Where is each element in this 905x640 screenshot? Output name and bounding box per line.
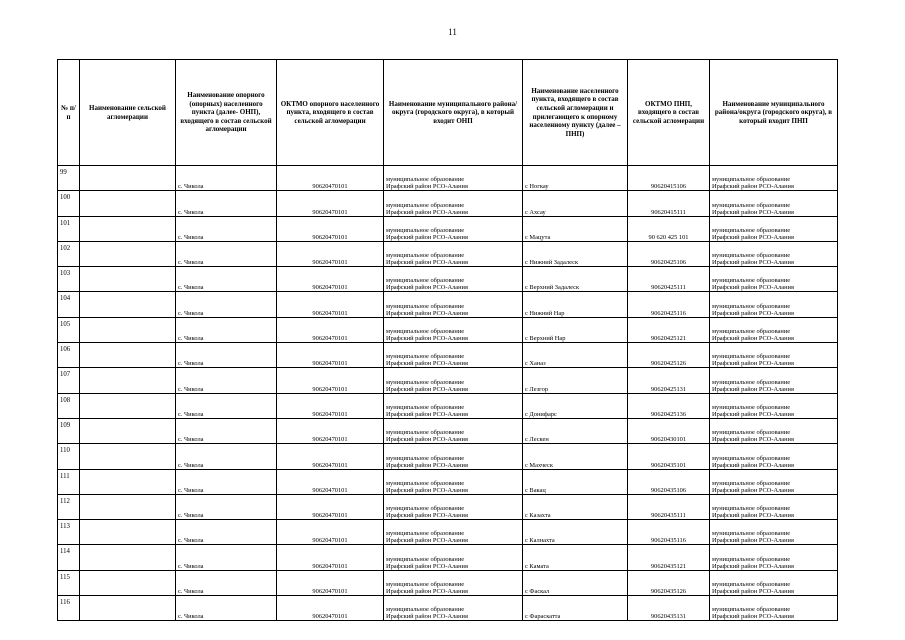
pnp-district bbox=[710, 267, 838, 292]
pnp-name: с Нижний Нар bbox=[523, 292, 628, 317]
pnp-name: с Камата bbox=[523, 545, 628, 570]
onp-name: с. Чикола bbox=[176, 596, 277, 621]
pnp-district bbox=[710, 520, 838, 545]
district-line-2: Ирафский район РСО-Алания bbox=[712, 385, 794, 393]
district-line-1: муниципальное образование bbox=[386, 252, 465, 260]
district-line-2: Ирафский район РСО-Алания bbox=[386, 309, 468, 317]
pnp-name: с Фаскал bbox=[523, 570, 628, 595]
onp-district bbox=[384, 267, 523, 292]
district-line-1: муниципальное образование bbox=[386, 555, 465, 563]
district-line-1: муниципальное образование bbox=[712, 505, 791, 513]
onp-name: с. Чикола bbox=[176, 317, 277, 342]
district-line-2: Ирафский район РСО-Алания bbox=[386, 208, 468, 216]
table-row bbox=[58, 520, 838, 545]
onp-oktmo: 90620470101 bbox=[277, 596, 384, 621]
district-line-1: муниципальное образование bbox=[712, 429, 791, 437]
row-number: 109 bbox=[58, 418, 80, 443]
header-onp-oktmo: ОКТМО опорного населенного пункта, входящего в состав сельской агломерации bbox=[277, 60, 384, 166]
district-line-1: муниципальное образование bbox=[386, 277, 465, 285]
onp-oktmo: 90620470101 bbox=[277, 469, 384, 494]
pnp-district bbox=[710, 444, 838, 469]
onp-district bbox=[384, 343, 523, 368]
onp-district bbox=[384, 596, 523, 621]
pnp-oktmo: 90620425111 bbox=[628, 267, 710, 292]
onp-name: с. Чикола bbox=[176, 469, 277, 494]
district-line-2: Ирафский район РСО-Алания bbox=[386, 588, 468, 596]
district-line-1: муниципальное образование bbox=[712, 479, 791, 487]
onp-district bbox=[384, 545, 523, 570]
pnp-oktmo: 90620425136 bbox=[628, 393, 710, 418]
pnp-district bbox=[710, 216, 838, 241]
pnp-name: с Верхний Нар bbox=[523, 317, 628, 342]
pnp-district bbox=[710, 368, 838, 393]
pnp-oktmo: 90620435126 bbox=[628, 570, 710, 595]
row-number: 99 bbox=[58, 166, 80, 191]
row-number: 105 bbox=[58, 317, 80, 342]
pnp-name: с Ханаз bbox=[523, 343, 628, 368]
pnp-district bbox=[710, 241, 838, 266]
header-row-number: № п/п bbox=[58, 60, 80, 166]
district-line-2: Ирафский район РСО-Алания bbox=[712, 335, 794, 343]
table-row bbox=[58, 216, 838, 241]
district-line-2: Ирафский район РСО-Алания bbox=[712, 562, 794, 570]
district-line-2: Ирафский район РСО-Алания bbox=[712, 486, 794, 494]
pnp-name: с Вакац bbox=[523, 469, 628, 494]
district-line-1: муниципальное образование bbox=[386, 479, 465, 487]
district-line-2: Ирафский район РСО-Алания bbox=[712, 233, 794, 241]
district-line-2: Ирафский район РСО-Алания bbox=[386, 486, 468, 494]
district-line-2: Ирафский район РСО-Алания bbox=[712, 436, 794, 444]
header-onp-district: Наименование муниципального района/округа (городского округа), в который входит ОНП bbox=[384, 60, 523, 166]
onp-name: с. Чикола bbox=[176, 520, 277, 545]
header-pnp-oktmo: ОКТМО ПНП, входящего в состав сельской агломерации bbox=[628, 60, 710, 166]
district-line-2: Ирафский район РСО-Алания bbox=[712, 309, 794, 317]
row-number: 110 bbox=[58, 444, 80, 469]
district-line-1: муниципальное образование bbox=[712, 252, 791, 260]
district-line-1: муниципальное образование bbox=[386, 530, 465, 538]
district-line-1: муниципальное образование bbox=[386, 403, 465, 411]
district-line-1: муниципальное образование bbox=[386, 378, 465, 386]
onp-name: с. Чикола bbox=[176, 494, 277, 519]
onp-oktmo: 90620470101 bbox=[277, 292, 384, 317]
district-line-2: Ирафский район РСО-Алания bbox=[712, 284, 794, 292]
district-line-1: муниципальное образование bbox=[712, 606, 791, 614]
row-number: 106 bbox=[58, 343, 80, 368]
district-line-1: муниципальное образование bbox=[712, 454, 791, 462]
district-line-1: муниципальное образование bbox=[386, 606, 465, 614]
header-pnp-district: Наименование муниципального района/округа (городского округа), в который входит ПНП bbox=[710, 60, 838, 166]
onp-name: с. Чикола bbox=[176, 418, 277, 443]
pnp-oktmo: 90620415111 bbox=[628, 191, 710, 216]
onp-oktmo: 90620470101 bbox=[277, 418, 384, 443]
row-number: 104 bbox=[58, 292, 80, 317]
district-line-1: муниципальное образование bbox=[712, 555, 791, 563]
onp-name: с. Чикола bbox=[176, 267, 277, 292]
district-line-2: Ирафский район РСО-Алания bbox=[386, 461, 468, 469]
row-number: 111 bbox=[58, 469, 80, 494]
pnp-oktmo: 90 620 425 101 bbox=[628, 216, 710, 241]
header-pnp-name: Наименование населенного пункта, входящего в состав сельской агломерации и прилегающего к опорному населенному пункту (далее – ПНП) bbox=[523, 60, 628, 166]
pnp-district bbox=[710, 343, 838, 368]
district-line-1: муниципальное образование bbox=[712, 201, 791, 209]
district-line-2: Ирафский район РСО-Алания bbox=[386, 537, 468, 545]
onp-district bbox=[384, 494, 523, 519]
district-line-1: муниципальное образование bbox=[386, 201, 465, 209]
pnp-district bbox=[710, 494, 838, 519]
row-number: 112 bbox=[58, 494, 80, 519]
pnp-oktmo: 90620425116 bbox=[628, 292, 710, 317]
pnp-district bbox=[710, 570, 838, 595]
onp-district bbox=[384, 191, 523, 216]
onp-name: с. Чикола bbox=[176, 216, 277, 241]
pnp-name: с Фараскатта bbox=[523, 596, 628, 621]
district-line-2: Ирафский район РСО-Алания bbox=[386, 385, 468, 393]
onp-district bbox=[384, 216, 523, 241]
onp-name: с. Чикола bbox=[176, 191, 277, 216]
table-row bbox=[58, 317, 838, 342]
table-row bbox=[58, 292, 838, 317]
district-line-1: муниципальное образование bbox=[386, 581, 465, 589]
onp-name: с. Чикола bbox=[176, 166, 277, 191]
table-row bbox=[58, 393, 838, 418]
district-line-2: Ирафский район РСО-Алания bbox=[712, 259, 794, 267]
table-row bbox=[58, 241, 838, 266]
pnp-oktmo: 90620415106 bbox=[628, 166, 710, 191]
onp-name: с. Чикола bbox=[176, 343, 277, 368]
district-line-1: муниципальное образование bbox=[712, 277, 791, 285]
district-line-1: муниципальное образование bbox=[386, 429, 465, 437]
district-line-1: муниципальное образование bbox=[386, 176, 465, 184]
district-line-2: Ирафский район РСО-Алания bbox=[712, 613, 794, 621]
pnp-name: с Мацута bbox=[523, 216, 628, 241]
district-line-2: Ирафский район РСО-Алания bbox=[712, 461, 794, 469]
agglomeration-name bbox=[80, 368, 176, 393]
onp-oktmo: 90620470101 bbox=[277, 393, 384, 418]
agglomeration-name bbox=[80, 216, 176, 241]
pnp-name: с Ногкау bbox=[523, 166, 628, 191]
header-row bbox=[58, 60, 838, 166]
pnp-oktmo: 90620435121 bbox=[628, 545, 710, 570]
table-row bbox=[58, 166, 838, 191]
pnp-name: с Махческ bbox=[523, 444, 628, 469]
district-line-2: Ирафский район РСО-Алания bbox=[386, 284, 468, 292]
table-row bbox=[58, 570, 838, 595]
row-number: 115 bbox=[58, 570, 80, 595]
district-line-1: муниципальное образование bbox=[386, 302, 465, 310]
table-row bbox=[58, 343, 838, 368]
district-line-1: муниципальное образование bbox=[386, 226, 465, 234]
onp-district bbox=[384, 241, 523, 266]
district-line-1: муниципальное образование bbox=[386, 505, 465, 513]
onp-name: с. Чикола bbox=[176, 545, 277, 570]
table-row bbox=[58, 368, 838, 393]
pnp-district bbox=[710, 418, 838, 443]
district-line-1: муниципальное образование bbox=[386, 454, 465, 462]
onp-oktmo: 90620470101 bbox=[277, 241, 384, 266]
table-row bbox=[58, 191, 838, 216]
onp-district bbox=[384, 393, 523, 418]
district-line-2: Ирафский район РСО-Алания bbox=[386, 512, 468, 520]
onp-district bbox=[384, 520, 523, 545]
agglomeration-name bbox=[80, 469, 176, 494]
onp-district bbox=[384, 317, 523, 342]
agglomeration-name bbox=[80, 292, 176, 317]
onp-name: с. Чикола bbox=[176, 368, 277, 393]
onp-district bbox=[384, 166, 523, 191]
row-number: 102 bbox=[58, 241, 80, 266]
district-line-2: Ирафский район РСО-Алания bbox=[712, 537, 794, 545]
onp-name: с. Чикола bbox=[176, 292, 277, 317]
onp-name: с. Чикола bbox=[176, 393, 277, 418]
agglomeration-name bbox=[80, 317, 176, 342]
district-line-1: муниципальное образование bbox=[712, 353, 791, 361]
onp-oktmo: 90620470101 bbox=[277, 216, 384, 241]
district-line-2: Ирафский район РСО-Алания bbox=[386, 410, 468, 418]
district-line-1: муниципальное образование bbox=[712, 378, 791, 386]
agglomeration-name bbox=[80, 267, 176, 292]
onp-district bbox=[384, 469, 523, 494]
district-line-2: Ирафский район РСО-Алания bbox=[712, 512, 794, 520]
pnp-district bbox=[710, 545, 838, 570]
page-number: 11 bbox=[448, 27, 457, 37]
agglomeration-name bbox=[80, 444, 176, 469]
onp-oktmo: 90620470101 bbox=[277, 570, 384, 595]
pnp-oktmo: 90620430101 bbox=[628, 418, 710, 443]
onp-oktmo: 90620470101 bbox=[277, 267, 384, 292]
onp-district bbox=[384, 570, 523, 595]
district-line-2: Ирафский район РСО-Алания bbox=[386, 436, 468, 444]
agglomeration-name bbox=[80, 596, 176, 621]
onp-oktmo: 90620470101 bbox=[277, 444, 384, 469]
district-line-2: Ирафский район РСО-Алания bbox=[386, 259, 468, 267]
table-row bbox=[58, 494, 838, 519]
pnp-district bbox=[710, 317, 838, 342]
table-body bbox=[58, 166, 838, 621]
pnp-oktmo: 90620435106 bbox=[628, 469, 710, 494]
onp-oktmo: 90620470101 bbox=[277, 368, 384, 393]
pnp-oktmo: 90620425121 bbox=[628, 317, 710, 342]
pnp-name: с Калнахта bbox=[523, 520, 628, 545]
onp-oktmo: 90620470101 bbox=[277, 191, 384, 216]
district-line-1: муниципальное образование bbox=[712, 176, 791, 184]
pnp-oktmo: 90620435101 bbox=[628, 444, 710, 469]
district-line-1: муниципальное образование bbox=[712, 328, 791, 336]
agglomeration-name bbox=[80, 343, 176, 368]
pnp-oktmo: 90620435111 bbox=[628, 494, 710, 519]
row-number: 114 bbox=[58, 545, 80, 570]
pnp-name: с Казахта bbox=[523, 494, 628, 519]
agglomeration-name bbox=[80, 570, 176, 595]
district-line-2: Ирафский район РСО-Алания bbox=[386, 360, 468, 368]
onp-oktmo: 90620470101 bbox=[277, 520, 384, 545]
district-line-2: Ирафский район РСО-Алания bbox=[712, 588, 794, 596]
onp-district bbox=[384, 418, 523, 443]
pnp-name: с Лезгор bbox=[523, 368, 628, 393]
pnp-district bbox=[710, 166, 838, 191]
agglomeration-name bbox=[80, 520, 176, 545]
agglomeration-name bbox=[80, 166, 176, 191]
row-number: 101 bbox=[58, 216, 80, 241]
pnp-oktmo: 90620435131 bbox=[628, 596, 710, 621]
agglomeration-name bbox=[80, 241, 176, 266]
pnp-oktmo: 90620425126 bbox=[628, 343, 710, 368]
header-agglomeration: Наименование сельской агломерации bbox=[80, 60, 176, 166]
table-row bbox=[58, 418, 838, 443]
district-line-2: Ирафский район РСО-Алания bbox=[386, 233, 468, 241]
district-line-1: муниципальное образование bbox=[712, 403, 791, 411]
district-line-1: муниципальное образование bbox=[712, 302, 791, 310]
district-line-1: муниципальное образование bbox=[712, 530, 791, 538]
district-line-1: муниципальное образование bbox=[386, 353, 465, 361]
onp-oktmo: 90620470101 bbox=[277, 343, 384, 368]
onp-oktmo: 90620470101 bbox=[277, 545, 384, 570]
pnp-name: с Донифарс bbox=[523, 393, 628, 418]
row-number: 116 bbox=[58, 596, 80, 621]
district-line-1: муниципальное образование bbox=[386, 328, 465, 336]
district-line-1: муниципальное образование bbox=[712, 226, 791, 234]
onp-name: с. Чикола bbox=[176, 570, 277, 595]
district-line-2: Ирафский район РСО-Алания bbox=[712, 410, 794, 418]
pnp-district bbox=[710, 469, 838, 494]
district-line-2: Ирафский район РСО-Алания bbox=[712, 208, 794, 216]
table-row bbox=[58, 545, 838, 570]
row-number: 108 bbox=[58, 393, 80, 418]
agglomeration-name bbox=[80, 191, 176, 216]
agglomeration-name bbox=[80, 393, 176, 418]
agglomeration-name bbox=[80, 418, 176, 443]
district-line-2: Ирафский район РСО-Алания bbox=[712, 360, 794, 368]
pnp-oktmo: 90620425131 bbox=[628, 368, 710, 393]
onp-district bbox=[384, 444, 523, 469]
onp-district bbox=[384, 292, 523, 317]
onp-oktmo: 90620470101 bbox=[277, 317, 384, 342]
agglomeration-table bbox=[57, 59, 838, 621]
pnp-district bbox=[710, 596, 838, 621]
onp-district bbox=[384, 368, 523, 393]
table-row bbox=[58, 267, 838, 292]
pnp-name: с Нижний Задалеск bbox=[523, 241, 628, 266]
table-row bbox=[58, 596, 838, 621]
pnp-district bbox=[710, 393, 838, 418]
row-number: 103 bbox=[58, 267, 80, 292]
pnp-oktmo: 90620435116 bbox=[628, 520, 710, 545]
row-number: 100 bbox=[58, 191, 80, 216]
onp-name: с. Чикола bbox=[176, 241, 277, 266]
district-line-2: Ирафский район РСО-Алания bbox=[386, 335, 468, 343]
pnp-district bbox=[710, 191, 838, 216]
district-line-2: Ирафский район РСО-Алания bbox=[386, 613, 468, 621]
onp-oktmo: 90620470101 bbox=[277, 166, 384, 191]
agglomeration-name bbox=[80, 494, 176, 519]
district-line-1: муниципальное образование bbox=[712, 581, 791, 589]
pnp-name: с Ахсау bbox=[523, 191, 628, 216]
row-number: 113 bbox=[58, 520, 80, 545]
district-line-2: Ирафский район РСО-Алания bbox=[712, 183, 794, 191]
table-row bbox=[58, 469, 838, 494]
onp-oktmo: 90620470101 bbox=[277, 494, 384, 519]
onp-name: с. Чикола bbox=[176, 444, 277, 469]
pnp-district bbox=[710, 292, 838, 317]
district-line-2: Ирафский район РСО-Алания bbox=[386, 183, 468, 191]
pnp-name: с Лескен bbox=[523, 418, 628, 443]
district-line-2: Ирафский район РСО-Алания bbox=[386, 562, 468, 570]
table-row bbox=[58, 444, 838, 469]
row-number: 107 bbox=[58, 368, 80, 393]
pnp-oktmo: 90620425106 bbox=[628, 241, 710, 266]
agglomeration-name bbox=[80, 545, 176, 570]
header-onp-name: Наименование опорного (опорных) населенного пункта (далее- ОНП), входящего в состав сельской агломерации bbox=[176, 60, 277, 166]
pnp-name: с Верхний Задалеск bbox=[523, 267, 628, 292]
